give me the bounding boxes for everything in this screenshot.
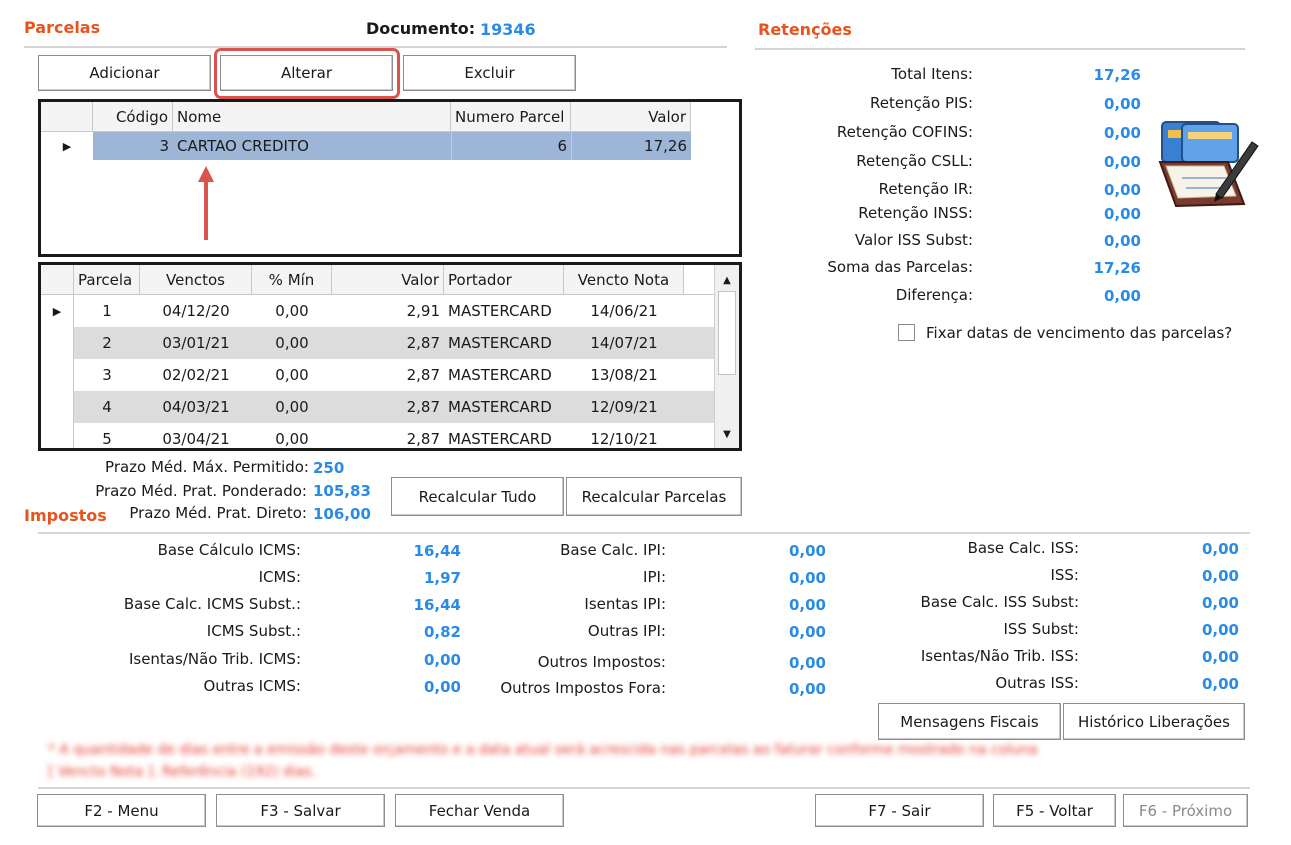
arrow-up-icon [196, 166, 216, 240]
prazo-direto-value: 106,00 [313, 505, 371, 523]
imposto-value: 0,00 [1201, 594, 1239, 612]
parcelas-grid[interactable] [38, 262, 742, 451]
imposto-value: 0,82 [423, 623, 461, 641]
cell-valor: 2,87 [406, 430, 440, 448]
cell-portador: MASTERCARD [448, 430, 552, 448]
imposto-label: Base Calc. ICMS Subst.: [123, 595, 301, 613]
documento-value: 19346 [480, 20, 536, 39]
cell-venctos: 02/02/21 [162, 366, 230, 384]
imposto-value: 0,00 [788, 654, 826, 672]
imposto-label: ISS: [1050, 566, 1079, 584]
cell-parcela: 4 [74, 391, 140, 423]
fixar-datas-label[interactable]: Fixar datas de vencimento das parcelas? [926, 324, 1233, 342]
grid-corner [41, 102, 93, 132]
retencao-value: 17,26 [1093, 66, 1141, 84]
retencao-value: 17,26 [1093, 259, 1141, 277]
retencao-value: 0,00 [1103, 287, 1141, 305]
scroll-down-icon[interactable]: ▼ [723, 428, 731, 440]
imposto-value: 16,44 [413, 542, 461, 560]
imposto-value: 0,00 [788, 569, 826, 587]
col-header-valor[interactable]: Valor [571, 102, 691, 132]
cell-portador: MASTERCARD [448, 302, 552, 320]
cell-numero: 6 [451, 132, 571, 160]
prazo-ponderado-value: 105,83 [313, 482, 371, 500]
scroll-thumb[interactable] [718, 291, 736, 375]
row-filler [684, 391, 714, 423]
imposto-label: ICMS: [258, 568, 301, 586]
cell-portador: MASTERCARD [444, 391, 564, 423]
retencao-value: 0,00 [1103, 205, 1141, 223]
row-indicator [41, 359, 74, 391]
imposto-value: 0,00 [423, 678, 461, 696]
impostos-divider [38, 532, 1250, 534]
retencoes-title: Retenções [758, 20, 852, 39]
cell-valor: 2,87 [332, 391, 444, 423]
menu-button[interactable]: F2 - Menu [37, 794, 206, 827]
imposto-value: 0,00 [788, 623, 826, 641]
cell-valor: 2,87 [406, 366, 440, 384]
retencao-value: 0,00 [1103, 232, 1141, 250]
retencao-label: Diferença: [895, 286, 973, 304]
cell-min: 0,00 [252, 327, 332, 359]
imposto-label: Base Cálculo ICMS: [157, 541, 301, 559]
historico-liberacoes-button[interactable]: Histórico Liberações [1063, 703, 1245, 740]
retencao-label: Retenção COFINS: [836, 123, 973, 141]
row-filler [684, 327, 714, 359]
recalcular-parcelas-button[interactable]: Recalcular Parcelas [566, 477, 742, 516]
cell-portador: MASTERCARD [448, 366, 552, 384]
cell-venctos: 03/01/21 [140, 327, 252, 359]
imposto-value: 1,97 [423, 569, 461, 587]
imposto-value: 0,00 [423, 651, 461, 669]
retencao-label: Retenção PIS: [869, 94, 973, 112]
voltar-button[interactable]: F5 - Voltar [993, 794, 1116, 827]
footer-divider [38, 787, 1250, 789]
grid-scrollbar[interactable] [714, 265, 740, 448]
imposto-label: Base Calc. IPI: [560, 541, 666, 559]
cell-nota: 14/06/21 [590, 302, 658, 320]
table-row[interactable] [41, 359, 714, 391]
retencoes-divider [755, 48, 1245, 50]
recalcular-tudo-button[interactable]: Recalcular Tudo [391, 477, 564, 516]
row-indicator [41, 391, 74, 423]
cell-nota: 13/08/21 [590, 366, 658, 384]
imposto-value: 0,00 [1201, 567, 1239, 585]
prazo-max-value: 250 [313, 459, 345, 477]
imposto-value: 0,00 [1201, 648, 1239, 666]
imposto-label: Isentas IPI: [584, 595, 666, 613]
col-header-venctos[interactable]: Venctos [140, 265, 252, 295]
imposto-label: ISS Subst: [1003, 620, 1079, 638]
parcelas-type-grid[interactable] [38, 99, 742, 257]
table-row[interactable] [41, 327, 714, 359]
salvar-button[interactable]: F3 - Salvar [216, 794, 385, 827]
cell-min: 0,00 [275, 366, 309, 384]
retencao-value: 0,00 [1103, 95, 1141, 113]
retencao-label: Total Itens: [891, 65, 973, 83]
imposto-value: 0,00 [788, 542, 826, 560]
scroll-up-icon[interactable]: ▲ [723, 274, 731, 286]
faturamento-note-line1: * A quantidade de dias entre a emissão deste orçamento e a data atual será acrescida nas parcelas ao faturar conforme mostrado na coluna [48, 742, 1038, 758]
cell-min: 0,00 [275, 302, 309, 320]
fixar-datas-checkbox[interactable] [898, 324, 915, 341]
cell-portador: MASTERCARD [444, 327, 564, 359]
cell-nome: CARTAO CREDITO [173, 132, 451, 160]
retencao-label: Retenção IR: [878, 180, 973, 198]
cell-nota: 12/09/21 [564, 391, 684, 423]
grid-corner [41, 265, 74, 295]
imposto-label: ICMS Subst.: [206, 622, 301, 640]
imposto-label: Outros Impostos: [537, 653, 666, 671]
imposto-value: 0,00 [1201, 540, 1239, 558]
imposto-value: 0,00 [1201, 621, 1239, 639]
alterar-button[interactable]: Alterar [220, 55, 393, 91]
imposto-value: 0,00 [1201, 675, 1239, 693]
table-row[interactable] [41, 423, 714, 451]
imposto-label: Outras IPI: [587, 622, 666, 640]
col-header-numero-parcel[interactable]: Numero Parcel [451, 102, 571, 132]
row-indicator [41, 423, 74, 451]
cell-valor: 2,91 [406, 302, 440, 320]
mensagens-fiscais-button[interactable]: Mensagens Fiscais [878, 703, 1061, 740]
imposto-value: 16,44 [413, 596, 461, 614]
cell-parcela: 3 [102, 366, 112, 384]
prazo-direto-label: Prazo Méd. Prat. Direto: [129, 504, 307, 522]
cell-nota: 12/10/21 [590, 430, 658, 448]
fechar-venda-button[interactable]: Fechar Venda [395, 794, 564, 827]
cell-min: 0,00 [252, 391, 332, 423]
col-header-valor[interactable]: Valor [332, 265, 444, 295]
parcelas-title: Parcelas [24, 18, 101, 37]
cell-codigo: 3 [93, 132, 173, 160]
retencao-value: 0,00 [1103, 153, 1141, 171]
faturamento-note-line2: [ Vencto Nota ]. Referência (192) dias. [48, 764, 317, 780]
imposto-label: IPI: [643, 568, 666, 586]
impostos-title: Impostos [24, 506, 107, 525]
imposto-label: Isentas/Não Trib. ICMS: [128, 650, 301, 668]
retencao-label: Retenção CSLL: [856, 152, 973, 170]
row-pointer-icon: ▶ [41, 295, 74, 327]
col-header-nome[interactable]: Nome [173, 102, 451, 132]
row-pointer-icon: ▶ [62, 139, 72, 153]
checkbook-icon [1156, 118, 1260, 214]
cell-parcela: 1 [102, 302, 112, 320]
cell-venctos: 04/03/21 [140, 391, 252, 423]
table-row[interactable] [41, 391, 714, 423]
cell-parcela: 5 [102, 430, 112, 448]
col-header-min[interactable]: % Mín [252, 265, 332, 295]
imposto-label: Base Calc. ISS Subst: [920, 593, 1079, 611]
proximo-button[interactable]: F6 - Próximo [1123, 794, 1248, 827]
cell-venctos: 04/12/20 [162, 302, 230, 320]
col-header-codigo[interactable]: Código [93, 102, 173, 132]
row-indicator [41, 327, 74, 359]
cell-venctos: 03/04/21 [162, 430, 230, 448]
col-header-vencto-nota[interactable]: Vencto Nota [564, 265, 684, 295]
prazo-ponderado-label: Prazo Méd. Prat. Ponderado: [95, 482, 307, 500]
retencao-value: 0,00 [1103, 124, 1141, 142]
imposto-label: Base Calc. ISS: [967, 539, 1079, 557]
retencao-label: Retenção INSS: [858, 204, 973, 222]
imposto-label: Isentas/Não Trib. ISS: [920, 647, 1079, 665]
retencao-label: Valor ISS Subst: [854, 231, 973, 249]
imposto-value: 0,00 [788, 596, 826, 614]
sair-button[interactable]: F7 - Sair [815, 794, 984, 827]
imposto-label: Outras ICMS: [203, 677, 301, 695]
imposto-value: 0,00 [788, 680, 826, 698]
documento-label: Documento: [366, 19, 476, 38]
excluir-button[interactable]: Excluir [403, 55, 576, 91]
col-header-portador[interactable]: Portador [444, 265, 564, 295]
table-row[interactable] [41, 295, 714, 327]
col-header-parcela[interactable]: Parcela [74, 265, 140, 295]
table-row[interactable] [41, 132, 691, 160]
cell-valor: 2,87 [332, 327, 444, 359]
imposto-label: Outras ISS: [995, 674, 1079, 692]
adicionar-button[interactable]: Adicionar [38, 55, 211, 91]
retencao-value: 0,00 [1103, 181, 1141, 199]
cell-min: 0,00 [275, 430, 309, 448]
cell-parcela: 2 [74, 327, 140, 359]
grid-header-spacer [684, 265, 714, 295]
cell-nota: 14/07/21 [564, 327, 684, 359]
imposto-label: Outros Impostos Fora: [500, 679, 666, 697]
prazo-max-label: Prazo Méd. Máx. Permitido: [105, 458, 309, 476]
retencao-label: Soma das Parcelas: [827, 258, 973, 276]
cell-valor: 17,26 [571, 132, 691, 160]
